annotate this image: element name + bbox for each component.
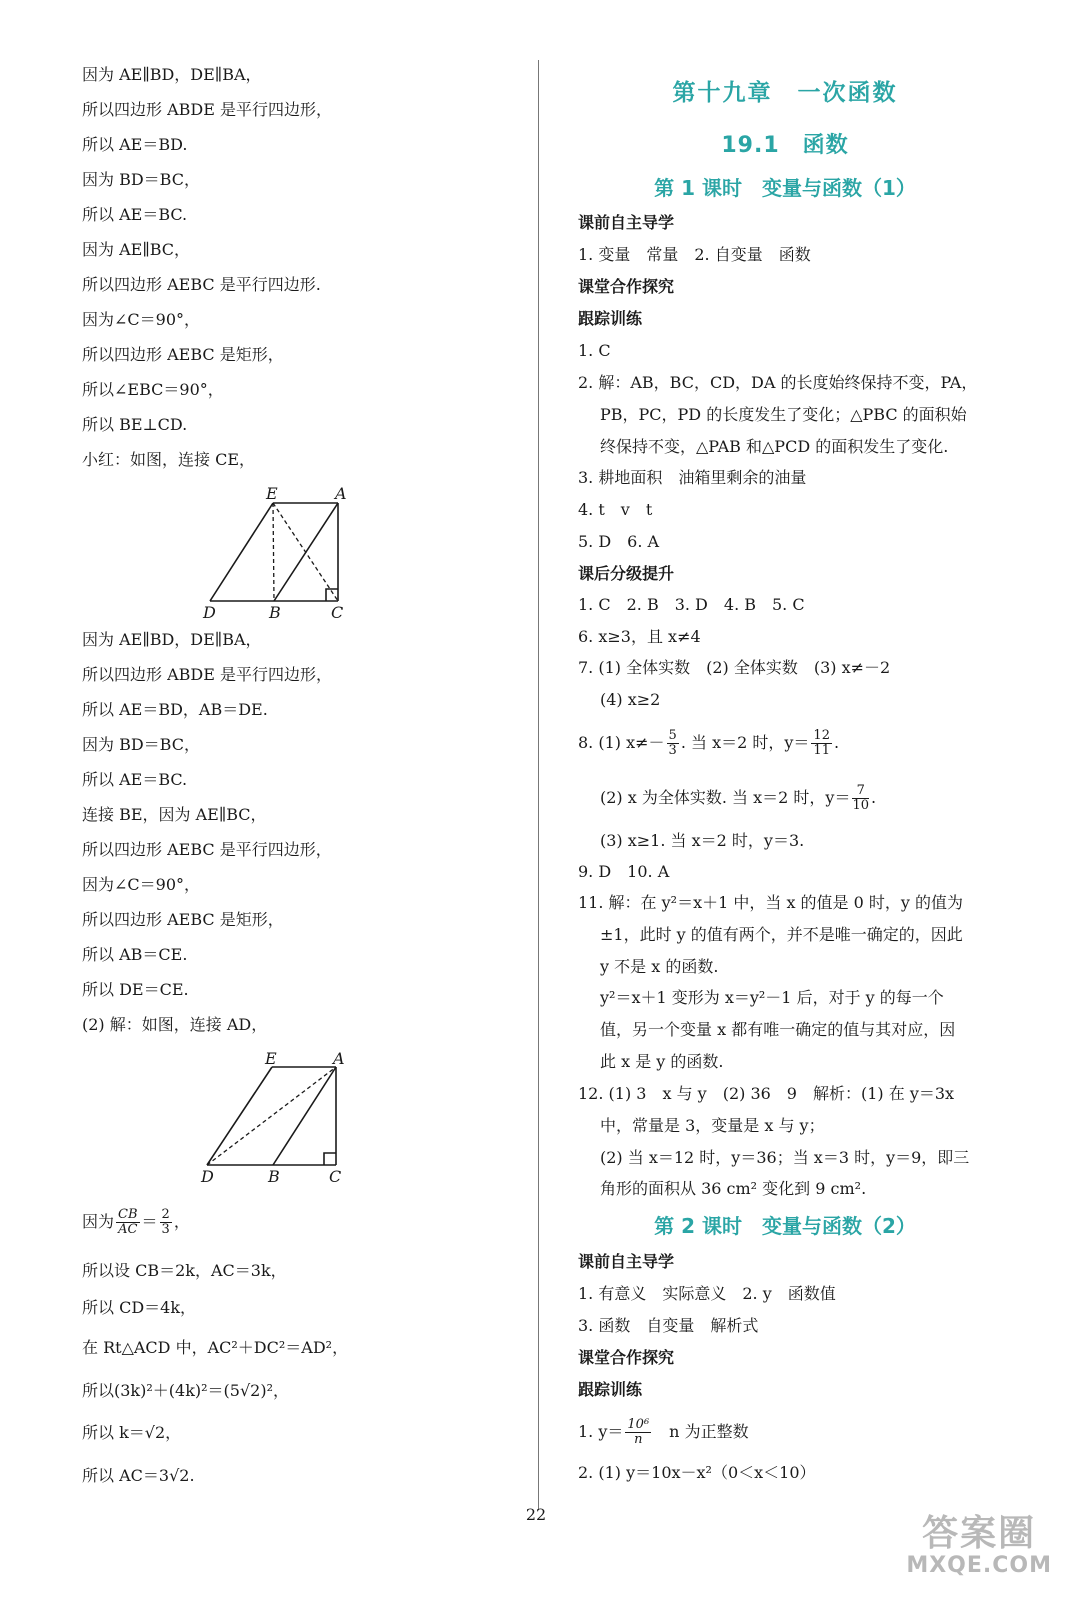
chapter-title: 第十九章 一次函数 <box>672 80 898 106</box>
section-title: 19.1 函数 <box>721 133 849 158</box>
text-line: 所以四边形 AEBC 是矩形， <box>82 910 284 929</box>
answer-line: 此 x 是 y 的函数. <box>600 1052 724 1071</box>
geometry-figure-1 <box>195 484 360 624</box>
section-heading: 课前自主导学 <box>578 213 675 232</box>
equals-sign: ＝ <box>141 1212 158 1231</box>
text-line: 所以 AC＝3√2. <box>82 1466 195 1485</box>
section-heading: 跟踪训练 <box>578 309 643 328</box>
point-label-e: E <box>265 1049 277 1068</box>
answer-line: 1. C <box>578 341 611 360</box>
text-line: 所以 CD＝4k， <box>82 1298 197 1317</box>
answer-text: . <box>833 733 840 752</box>
fraction-numerator: 2 <box>161 1207 170 1222</box>
answer-line: PB，PC，PD 的长度发生了变化；△PBC 的面积始 <box>600 405 967 424</box>
text-line: 因为∠C＝90°， <box>82 310 201 329</box>
answer-line: 1. 有意义 实际意义 2. y 函数值 <box>578 1284 836 1303</box>
answer-line: 11. 解：在 y²＝x＋1 中，当 x 的值是 0 时，y 的值为 <box>578 893 964 912</box>
section-heading: 课后分级提升 <box>578 564 675 583</box>
answer-line: 2. 解：AB，BC，CD，DA 的长度始终保持不变，PA， <box>578 373 978 392</box>
answer-text: (2) x 为全体实数. 当 x＝2 时，y＝ <box>600 788 851 807</box>
text-line: 所以四边形 AEBC 是平行四边形. <box>82 275 321 294</box>
answer-line <box>578 724 839 762</box>
fraction-denominator: 11 <box>813 743 830 758</box>
fraction-denominator: n <box>634 1432 643 1447</box>
answer-line: 2. (1) y＝10x－x²（0＜x＜10） <box>578 1463 816 1482</box>
text-line: 所以四边形 ABDE 是平行四边形， <box>82 100 332 119</box>
ratio-prefix: 因为 <box>82 1212 115 1231</box>
answer-line: 3. 耕地面积 油箱里剩余的油量 <box>578 468 807 487</box>
answer-line: 终保持不变，△PAB 和△PCD 的面积发生了变化. <box>600 437 949 456</box>
fraction-denominator: AC <box>118 1222 138 1237</box>
answer-line: 7. (1) 全体实数 (2) 全体实数 (3) x≠－2 <box>578 658 891 677</box>
text-line: 所以 k＝√2， <box>82 1423 182 1442</box>
section-heading: 课堂合作探究 <box>578 277 675 296</box>
fraction-denominator: 10 <box>852 798 869 813</box>
text-line: 所以 AE＝BC. <box>82 770 188 789</box>
answer-line: 中，常量是 3，变量是 x 与 y； <box>600 1116 825 1135</box>
fraction <box>625 1418 651 1447</box>
answer-line: y²＝x＋1 变形为 x＝y²－1 后，对于 y 的每一个 <box>600 988 944 1007</box>
fraction-numerator: 7 <box>852 784 869 799</box>
point-label-d: D <box>203 603 216 622</box>
ratio-suffix: ， <box>173 1212 190 1231</box>
answer-line: 3. 函数 自变量 解析式 <box>578 1316 759 1335</box>
answer-line <box>578 1413 749 1451</box>
answer-line: ±1，此时 y 的值有两个，并不是唯一确定的，因此 <box>600 925 963 944</box>
text-line: 因为 BD＝BC， <box>82 735 200 754</box>
point-label-c: C <box>331 603 344 622</box>
answer-line: (2) 当 x＝12 时，y＝36；当 x＝3 时，y＝9，即三 <box>600 1148 970 1167</box>
fraction-numerator: 12 <box>813 728 830 743</box>
fraction <box>160 1208 172 1237</box>
answer-line: 值，另一个变量 x 都有唯一确定的值与其对应，因 <box>600 1020 956 1039</box>
fraction-numerator: 5 <box>668 728 677 743</box>
text-line: 所以∠EBC＝90°， <box>82 380 224 399</box>
answer-line: (3) x≥1. 当 x＝2 时，y＝3. <box>600 831 805 850</box>
point-label-a: A <box>333 1049 345 1068</box>
section-heading: 跟踪训练 <box>578 1380 643 1399</box>
answer-line: 1. C 2. B 3. D 4. B 5. C <box>578 595 805 614</box>
point-label-e: E <box>266 484 278 503</box>
text-line: 所以 AE＝BC. <box>82 205 188 224</box>
text-line: 在 Rt△ACD 中，AC²＋DC²＝AD²， <box>82 1338 349 1357</box>
ratio-line <box>82 1202 190 1242</box>
answer-line: y 不是 x 的函数. <box>600 957 719 976</box>
text-line: 因为∠C＝90°， <box>82 875 201 894</box>
text-line: 因为 AE∥BC， <box>82 240 191 259</box>
answer-line: 角形的面积从 36 cm² 变化到 9 cm². <box>600 1179 867 1198</box>
fraction-denominator: 3 <box>161 1222 170 1237</box>
fraction-numerator: 10⁶ <box>627 1417 650 1432</box>
fraction <box>852 784 869 813</box>
fraction <box>116 1208 140 1237</box>
fraction <box>811 729 832 758</box>
text-line: 所以(3k)²＋(4k)²＝(5√2)²， <box>82 1381 290 1400</box>
fraction <box>667 729 679 758</box>
text-line: 所以四边形 ABDE 是平行四边形， <box>82 665 332 684</box>
watermark-url: MXQE.COM <box>906 1553 1052 1578</box>
lesson-title: 第 1 课时 变量与函数（1） <box>654 176 916 200</box>
answer-text: . <box>871 788 877 807</box>
section-heading: 课前自主导学 <box>578 1252 675 1271</box>
text-line: 小红：如图，连接 CE， <box>82 450 256 469</box>
fraction-denominator: 3 <box>668 743 677 758</box>
geometry-figure-2 <box>193 1048 358 1188</box>
text-line: 所以四边形 AEBC 是平行四边形， <box>82 840 332 859</box>
text-line: 因为 AE∥BD，DE∥BA， <box>82 65 262 84</box>
text-line: 所以四边形 AEBC 是矩形， <box>82 345 284 364</box>
answer-line: 5. D 6. A <box>578 532 660 551</box>
answer-text: 8. (1) x≠－ <box>578 733 665 752</box>
point-label-a: A <box>335 484 347 503</box>
text-line: (2) 解：如图，连接 AD， <box>82 1015 268 1034</box>
answer-line: (4) x≥2 <box>600 690 661 709</box>
text-line: 所以设 CB＝2k，AC＝3k， <box>82 1261 287 1280</box>
text-line: 因为 AE∥BD，DE∥BA， <box>82 630 262 649</box>
answer-line: 12. (1) 3 x 与 y (2) 36 9 解析：(1) 在 y＝3x <box>578 1084 955 1103</box>
answer-line: 9. D 10. A <box>578 862 670 881</box>
answer-line: 4. t v t <box>578 500 653 519</box>
text-line: 所以 BE⊥CD. <box>82 415 188 434</box>
fraction-numerator: CB <box>118 1207 138 1222</box>
text-line: 所以 DE＝CE. <box>82 980 189 999</box>
point-label-d: D <box>201 1167 214 1186</box>
page-number: 22 <box>525 1505 547 1524</box>
text-line: 连接 BE，因为 AE∥BC， <box>82 805 267 824</box>
text-line: 所以 AE＝BD. <box>82 135 188 154</box>
point-label-c: C <box>329 1167 342 1186</box>
section-heading: 课堂合作探究 <box>578 1348 675 1367</box>
text-line: 所以 AE＝BD，AB＝DE. <box>82 700 268 719</box>
text-line: 因为 BD＝BC， <box>82 170 200 189</box>
point-label-b: B <box>268 1167 280 1186</box>
answer-line: 6. x≥3，且 x≠4 <box>578 627 701 646</box>
answer-text: . 当 x＝2 时，y＝ <box>680 733 810 752</box>
lesson-title: 第 2 课时 变量与函数（2） <box>654 1214 916 1238</box>
watermark-text: 答案圈 <box>922 1513 1037 1554</box>
text-line: 所以 AB＝CE. <box>82 945 188 964</box>
answer-text: 1. y＝ <box>578 1422 624 1441</box>
point-label-b: B <box>269 603 281 622</box>
answer-line: 1. 变量 常量 2. 自变量 函数 <box>578 245 811 264</box>
watermark-logo <box>906 1514 1052 1578</box>
answer-line <box>600 779 876 817</box>
column-divider <box>538 60 539 1510</box>
answer-text: n 为正整数 <box>653 1422 749 1441</box>
